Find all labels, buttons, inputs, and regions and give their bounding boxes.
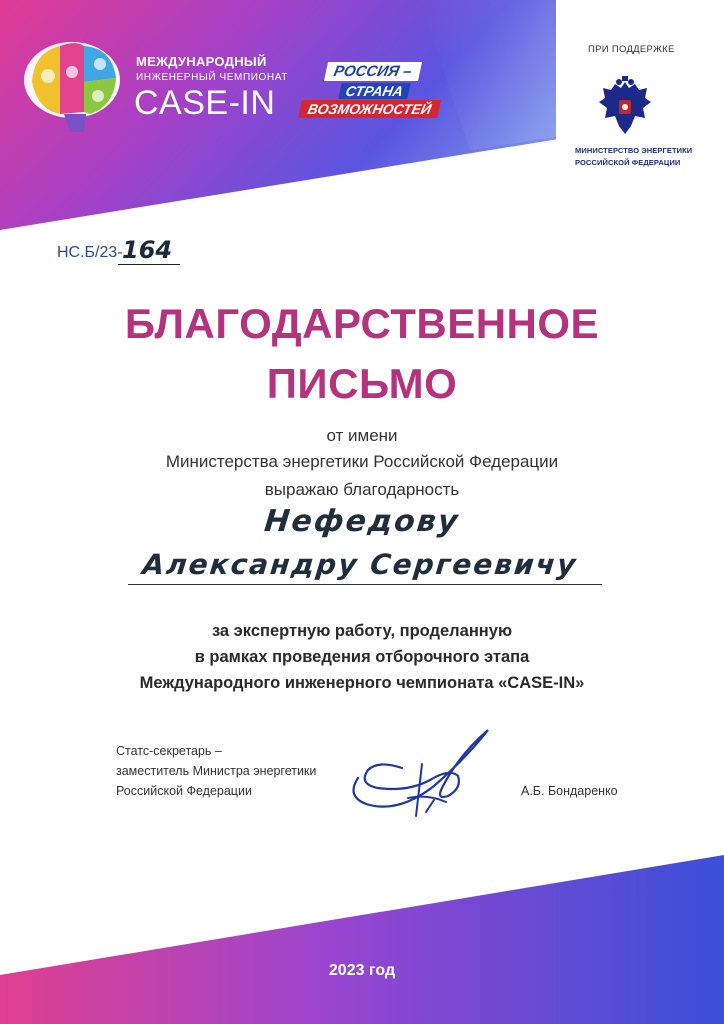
logo-brand: CASE-IN [134,84,276,122]
document-year: 2023 год [328,962,396,979]
logo-line2: ИНЖЕНЕРНЫЙ ЧЕМПИОНАТ [136,72,288,83]
recipient-surname: Нефедову [262,504,462,539]
gratitude-text: выражаю благодарность [264,480,460,499]
brain-icon [20,32,130,142]
from-text: от имени [326,426,398,445]
coat-of-arms-icon [597,76,653,140]
reason-line1: за экспертную работу, проделанную [211,622,513,640]
document-title-line1: БЛАГОДАРСТВЕННОЕ [124,300,600,347]
recipient-underline [128,584,602,585]
signer-title-line1: Статс-секретарь – [116,744,222,758]
russia-logo-line1: РОССИЯ – [324,62,422,81]
footer-gradient-band [0,855,724,1024]
case-in-logo [20,32,290,142]
logo-line1: МЕЖДУНАРОДНЫЙ [136,54,267,69]
recipient-given-names: Александру Сергеевичу [140,548,580,581]
signature-icon [338,716,508,826]
registration-underline [118,264,180,265]
ministry-logo-line2: РОССИЙСКОЙ ФЕДЕРАЦИИ [575,158,681,167]
support-label: ПРИ ПОДДЕРЖКЕ [588,44,675,55]
registration-number-handwritten: 164 [122,236,173,264]
signer-title-line2: заместитель Министра энергетики [116,764,317,778]
document-title-line2: ПИСЬМО [266,360,458,407]
ministry-logo-line1: МИНИСТЕРСТВО ЭНЕРГЕТИКИ [575,146,693,155]
reason-line2: в рамках проведения отборочного этапа [194,648,530,666]
registration-prefix: НС.Б/23- [57,244,123,261]
reason-line3: Международного инженерного чемпионата «CASE-IN» [139,674,585,692]
signer-title-line3: Российской Федерации [116,784,252,798]
russia-opportunities-logo [296,62,446,122]
russia-logo-line2: СТРАНА [338,83,410,99]
ministry-name: Министерства энергетики Российской Федерации [165,452,559,471]
russia-logo-line3: ВОЗМОЖНОСТЕЙ [298,100,441,118]
signer-name: А.Б. Бондаренко [521,784,618,798]
